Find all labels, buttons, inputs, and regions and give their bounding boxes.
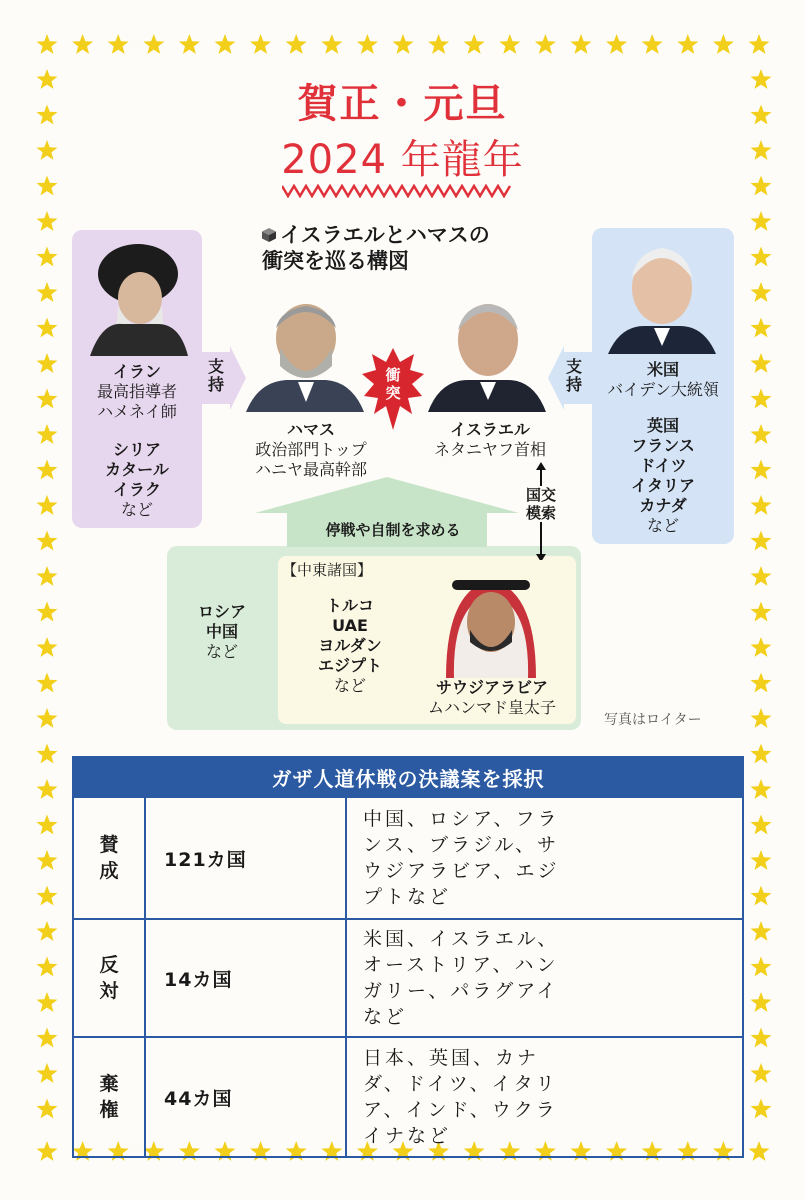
star-icon xyxy=(606,34,627,54)
star-icon xyxy=(250,34,271,54)
table-title: ガザ人道休戦の決議案を採択 xyxy=(73,757,743,797)
photo-credit: 写真はロイター xyxy=(604,712,702,728)
israel-label: イスラエル ネタニヤフ首相 xyxy=(433,420,546,459)
star-icon xyxy=(215,34,236,54)
star-icon xyxy=(751,673,772,693)
table-header-row xyxy=(73,757,743,797)
star-icon xyxy=(751,247,772,267)
diagram-heading xyxy=(262,222,490,274)
iran-allies: シリア カタール イラク など xyxy=(105,440,169,519)
vote-countries: 日本、英国、カナ ダ、ドイツ、イタリ ア、インド、ウクラ イナなど xyxy=(346,1037,743,1157)
iran-name: イラン xyxy=(112,362,161,381)
table-row xyxy=(73,797,743,919)
star-icon xyxy=(37,531,58,551)
star-icon xyxy=(37,779,58,799)
star-icon xyxy=(751,708,772,728)
khamenei-portrait xyxy=(82,236,194,356)
haniyeh-portrait xyxy=(246,290,364,412)
star-icon xyxy=(535,34,556,54)
russia-china-label: ロシア 中国 など xyxy=(197,602,246,661)
star-icon xyxy=(751,744,772,764)
year-dragon-title: 2024 年龍年 xyxy=(281,137,524,183)
star-icon xyxy=(393,34,414,54)
star-icon xyxy=(428,34,449,54)
mideast-header: 【中東諸国】 xyxy=(282,561,373,579)
support-label-right: 支 持 xyxy=(565,357,582,394)
star-icon xyxy=(464,34,485,54)
star-icon xyxy=(286,34,307,54)
star-icon xyxy=(37,637,58,657)
iran-label xyxy=(72,362,202,422)
star-icon xyxy=(751,495,772,515)
support-label-left: 支 持 xyxy=(207,357,224,394)
star-icon xyxy=(751,1099,772,1119)
star-icon xyxy=(749,34,770,54)
mideast-countries: トルコ UAE ヨルダン エジプト など xyxy=(317,596,382,695)
heading-line2: 衝突を巡る構図 xyxy=(262,249,409,273)
star-icon xyxy=(37,353,58,373)
star-icon xyxy=(751,1028,772,1048)
star-icon xyxy=(37,744,58,764)
clash-label: 衝 突 xyxy=(385,366,401,402)
star-icon xyxy=(37,34,58,54)
star-icon xyxy=(37,460,58,480)
star-icon xyxy=(37,1063,58,1083)
star-icon xyxy=(751,211,772,231)
star-icon xyxy=(37,247,58,267)
hamas-name: ハマス xyxy=(286,420,335,439)
star-icon xyxy=(37,424,58,444)
table-row xyxy=(73,919,743,1037)
star-icon xyxy=(37,850,58,870)
vote-count: 121カ国 xyxy=(145,797,346,919)
biden-portrait xyxy=(604,234,722,354)
star-icon xyxy=(37,1099,58,1119)
star-icon xyxy=(37,566,58,586)
star-icon xyxy=(37,992,58,1012)
star-icon xyxy=(642,34,663,54)
star-icon xyxy=(499,34,520,54)
star-icon xyxy=(37,673,58,693)
star-icon xyxy=(751,460,772,480)
star-icon xyxy=(357,34,378,54)
star-icon xyxy=(37,1141,58,1161)
ceasefire-label: 停戦や自制を求める xyxy=(325,521,461,539)
decorative-zigzag xyxy=(282,184,522,198)
star-icon xyxy=(751,850,772,870)
star-icon xyxy=(713,34,734,54)
table-row xyxy=(73,1037,743,1157)
star-icon xyxy=(72,34,93,54)
star-icon xyxy=(179,34,200,54)
star-icon xyxy=(37,602,58,622)
star-icon xyxy=(751,886,772,906)
star-icon xyxy=(37,957,58,977)
star-icon xyxy=(751,531,772,551)
star-icon xyxy=(37,495,58,515)
netanyahu-portrait xyxy=(428,290,546,412)
iran-role2: ハメネイ師 xyxy=(97,402,177,421)
star-icon xyxy=(751,921,772,941)
star-icon xyxy=(751,318,772,338)
star-icon xyxy=(37,886,58,906)
star-icon xyxy=(751,566,772,586)
vote-countries: 米国、イスラエル、 オーストリア、ハン ガリー、パラグアイ など xyxy=(346,919,743,1037)
star-icon xyxy=(751,992,772,1012)
star-icon xyxy=(749,1141,770,1161)
us-label: 米国 バイデン大統領 xyxy=(607,360,719,399)
star-icon xyxy=(37,921,58,941)
vote-count: 44カ国 xyxy=(145,1037,346,1157)
us-allies: 英国 フランス ドイツ イタリア カナダ など xyxy=(630,416,695,535)
star-icon xyxy=(751,282,772,302)
vote-count: 14カ国 xyxy=(145,919,346,1037)
hamas-label: ハマス 政治部門トップ ハニヤ最高幹部 xyxy=(254,420,367,479)
star-icon xyxy=(751,602,772,622)
iran-role1: 最高指導者 xyxy=(96,382,177,401)
vote-countries: 中国、ロシア、フラ ンス、ブラジル、サ ウジアラビア、エジ プトなど xyxy=(346,797,743,919)
new-year-greeting: 賀正・元旦 xyxy=(297,81,508,127)
star-icon xyxy=(751,637,772,657)
star-icon xyxy=(37,389,58,409)
star-icon xyxy=(751,1063,772,1083)
star-icon xyxy=(321,34,342,54)
resolution-vote-table xyxy=(72,756,744,1158)
star-icon xyxy=(571,34,592,54)
star-icon xyxy=(37,1028,58,1048)
star-icon xyxy=(751,779,772,799)
star-icon xyxy=(751,424,772,444)
vote-type-abstain: 棄 権 xyxy=(73,1037,145,1157)
star-icon xyxy=(37,211,58,231)
diplomacy-label: 国交 模索 xyxy=(523,486,559,522)
israel-name: イスラエル xyxy=(450,420,530,439)
star-icon xyxy=(677,34,698,54)
mbs-portrait xyxy=(432,560,550,678)
heading-line1: イスラエルとハマスの xyxy=(280,223,490,247)
star-icon xyxy=(37,708,58,728)
star-icon xyxy=(108,34,129,54)
star-icon xyxy=(143,34,164,54)
star-icon xyxy=(751,957,772,977)
saudi-label: サウジアラビア ムハンマド皇太子 xyxy=(427,678,556,717)
star-icon xyxy=(751,389,772,409)
star-icon xyxy=(37,282,58,302)
vote-type-against: 反 対 xyxy=(73,919,145,1037)
vote-type-favor: 賛 成 xyxy=(73,797,145,919)
us-name: 米国 xyxy=(646,360,679,379)
star-icon xyxy=(37,318,58,338)
star-icon xyxy=(751,353,772,373)
star-icon xyxy=(751,815,772,835)
star-icon xyxy=(37,815,58,835)
cube-icon xyxy=(262,228,276,242)
